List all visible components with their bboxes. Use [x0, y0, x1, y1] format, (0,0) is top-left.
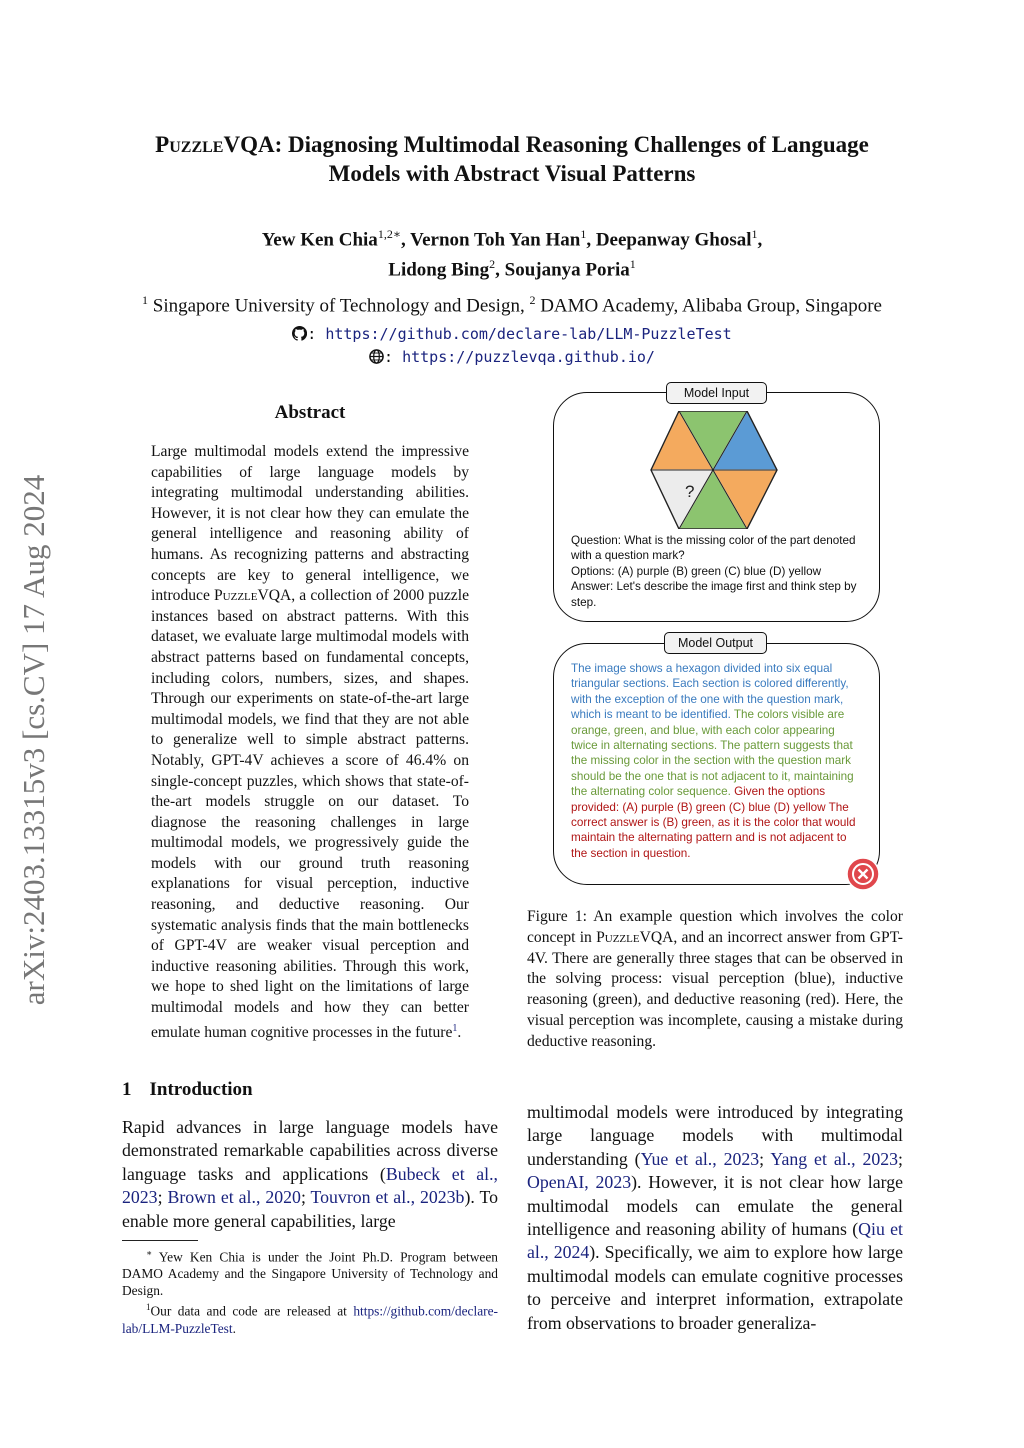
author-sup: 1 [751, 227, 758, 241]
author: Yew Ken Chia [261, 229, 378, 251]
author-sep: , [757, 229, 763, 251]
citation-link[interactable]: Touvron et al., 2023b [310, 1187, 465, 1208]
footnote-end: . [232, 1320, 236, 1336]
author-sup: 1 [580, 227, 587, 241]
citation-link[interactable]: OpenAI, 2023 [527, 1172, 632, 1193]
intro-right-column [527, 1101, 903, 1335]
author-sup: 1 [629, 257, 636, 272]
caption-text: Figure 1: An example question which involves the color concept in [527, 908, 903, 946]
affiliations [60, 293, 964, 317]
cite-sep: ; [759, 1148, 771, 1169]
dataset-name: PuzzleVQA [214, 587, 292, 605]
intro-text: multimodal models were introduced by integrating large language models with multimodal understanding ( [527, 1102, 903, 1169]
abstract-end: . [457, 1023, 462, 1041]
title-line1: : Diagnosing Multimodal Reasoning Challenges of Language [274, 132, 869, 157]
intro-text: Rapid advances in large language models have demonstrated remarkable capabilities across diverse language tasks and applications ( [122, 1117, 498, 1184]
footnote-star-mark: ∗ [146, 1248, 153, 1258]
globe-icon [369, 349, 384, 364]
cite-sep: ; [157, 1187, 168, 1208]
citation-link[interactable]: Qiu et al., 2024 [527, 1219, 903, 1263]
author-sup: 1,2∗ [377, 227, 401, 241]
intro-text: ). Specifically, we aim to explore how large multimodal models can emulate cognitive processes to perceive and interpret information, extrapolate from observations to broader generaliza- [527, 1242, 904, 1333]
intro-text: ). However, it is not clear how large multimodal models can emulate the general intelligence and reasoning ability of humans ( [527, 1172, 903, 1240]
footnote-text: Yew Ken Chia is under the Joint Ph.D. Program between DAMO Academy and the Singapore University of Technology and Design. [122, 1249, 498, 1299]
section-number: 1 [122, 1079, 132, 1100]
paper-title [100, 130, 924, 188]
affil-sup: 2 [529, 293, 536, 307]
footnote-url-link[interactable]: https://github.com/declare-lab/LLM-PuzzleTest [122, 1303, 498, 1336]
footnote-text: Our data and code are released at [150, 1303, 354, 1319]
author: Lidong Bing [388, 259, 490, 281]
deductive-reasoning-text: Given the options provided: (A) purple (B) green (C) blue (D) yellow The correct answer is (B) green, as it is the color that would maintain the alternating pattern and is not adjacent to the section in question. [571, 785, 856, 860]
footnote-marker[interactable]: 1 [452, 1022, 458, 1034]
author-list [100, 222, 924, 283]
section-title: Introduction [149, 1079, 253, 1100]
citation-link[interactable]: Yang et al., 2023 [770, 1148, 899, 1169]
incorrect-x-icon [846, 857, 880, 891]
github-icon [292, 326, 307, 341]
site-link-row: : https://puzzlevqa.github.io/ [100, 346, 924, 369]
cite-sep: ; [898, 1148, 903, 1169]
question-mark: ? [685, 482, 695, 501]
github-link-row: : https://github.com/declare-lab/LLM-PuzzleTest [100, 323, 924, 346]
affiliation: Singapore University of Technology and Design, [148, 295, 530, 317]
footnote-divider [122, 1240, 198, 1241]
arxiv-identifier: arXiv:2403.13315v3 [cs.CV] 17 Aug 2024 [16, 474, 51, 1006]
author: , Deepanway Ghosal [586, 229, 752, 251]
abstract-heading: Abstract [274, 402, 346, 423]
hexagon-puzzle [645, 411, 781, 529]
model-input-label: Model Input [666, 382, 767, 404]
author-sup: 2 [489, 257, 496, 272]
caption-dataset-name: PuzzleVQA [596, 928, 674, 946]
inductive-reasoning-text: The colors visible are orange, green, and blue, with each color appearing twice in alternating sections. The pattern suggests that the missing color in the section with the question mark should be the one that is not adjacent to it, maintaining the alternating color sequence. [571, 708, 854, 799]
figure-caption [527, 907, 903, 1053]
options-line: Options: (A) purple (B) green (C) blue (D) yellow [571, 564, 822, 578]
citation-link[interactable]: Bubeck et al., 2023 [122, 1163, 499, 1208]
caption-text: , and an incorrect answer from GPT-4V. There are generally three stages that can be observed in the solving process: visual perception (blue), inductive reasoning (green), and deductive reasoning (red). Here, the visual perception was incomplete, causing a mistake during deductive reasoning. [527, 928, 904, 1050]
project-links [100, 323, 924, 369]
affiliation: DAMO Academy, Alibaba Group, Singapore [535, 295, 882, 317]
abstract-text: , a collection of 2000 puzzle instances based on abstract patterns. With this dataset, we evaluate large multimodal models with abstract patterns based on fundamental concepts, including colors, numbers, sizes, and shapes. Through our experiments on state-of-the-art large multimodal models, we find that they are not able to generalize well to simple abstract patterns. Notably, GPT-4V achieves a score of 46.4% on single-concept puzzles, which shows that state-of-the-art models struggle on our dataset. To diagnose the reasoning challenges in large multimodal models, we progressively guide the models with our ground truth reasoning explanations for visual perception, inductive reasoning, and deductive reasoning. Our systematic analysis finds that the main bottlenecks of GPT-4V are weaker visual perception and inductive reasoning abilities. Through this work, we hope to shed light on the limitations of large multimodal models and how they can better emulate human cognitive processes in the future [151, 587, 469, 1041]
author: , Soujanya Poria [495, 259, 630, 281]
cite-sep: ; [300, 1187, 311, 1208]
footnotes [122, 1245, 498, 1337]
citation-link[interactable]: Yue et al., 2023 [640, 1148, 760, 1169]
question-line: Question: What is the missing color of the part denoted with a question mark? [571, 534, 856, 563]
github-url-link[interactable]: https://github.com/declare-lab/LLM-PuzzleTest [325, 325, 732, 343]
model-output-label: Model Output [664, 632, 767, 654]
visual-perception-text: The image shows a hexagon divided into six equal triangular sections. Each section is colored differently, with the exception of the one with the question mark, which is meant to be identified. [571, 662, 849, 722]
section-heading [122, 1079, 253, 1101]
abstract-text: Large multimodal models extend the impressive capabilities of large language models by integrating multimodal understanding abilities. However, it is not clear how they can emulate the general intelligence and reasoning ability of humans. As recognizing patterns and abstracting concepts are key to general intelligence, we introduce [151, 443, 469, 605]
footnote-one-mark: 1 [146, 1302, 151, 1313]
footnote-one [122, 1299, 498, 1336]
question-text [571, 533, 861, 610]
answer-line: Answer: Let's describe the image first and think step by step. [571, 580, 857, 609]
citation-link[interactable]: Brown et al., 2020 [167, 1187, 301, 1208]
abstract-body [151, 442, 469, 1043]
author: , Vernon Toh Yan Han [400, 229, 581, 251]
intro-text: ). To enable more general capabilities, large [122, 1187, 498, 1231]
affil-sup: 1 [142, 293, 149, 307]
footnote-star [122, 1245, 498, 1299]
project-site-link[interactable]: https://puzzlevqa.github.io/ [402, 348, 655, 366]
model-output-text [571, 661, 863, 861]
title-name: PuzzleVQA [155, 132, 275, 157]
title-line2: Models with Abstract Visual Patterns [328, 161, 696, 186]
intro-left-column [122, 1116, 498, 1233]
